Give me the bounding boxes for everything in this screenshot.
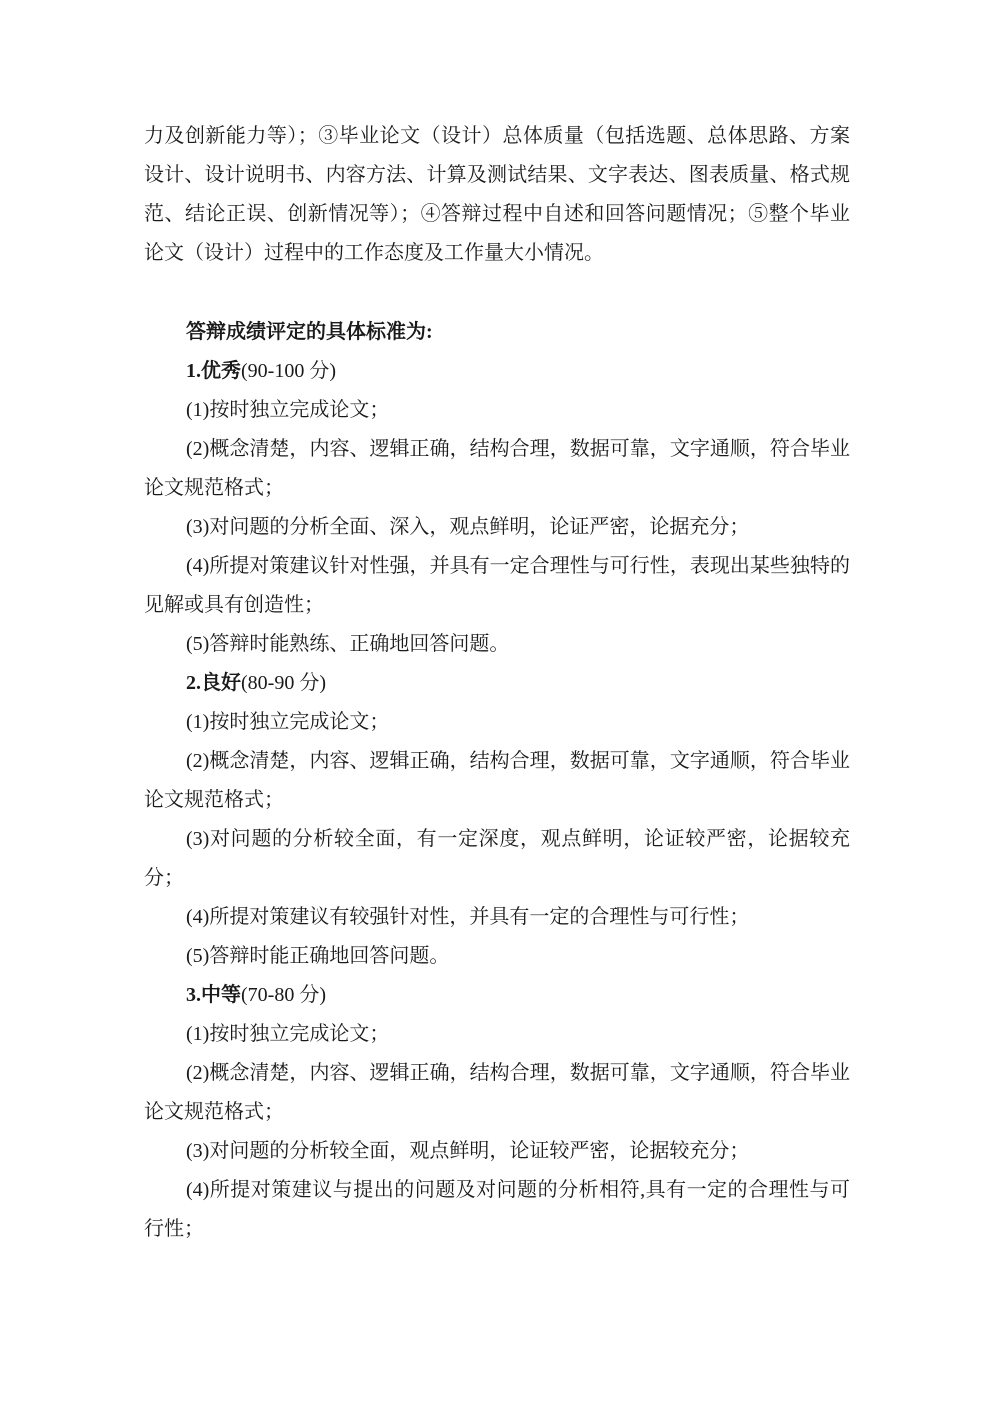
criteria-item: (2)概念清楚，内容、逻辑正确，结构合理，数据可靠，文字通顺，符合毕业论文规范格式； xyxy=(144,438,850,499)
criteria-heading: 答辩成绩评定的具体标准为: xyxy=(186,321,433,343)
criteria-item: (4)所提对策建议针对性强，并具有一定合理性与可行性，表现出某些独特的见解或具有创造性； xyxy=(144,555,850,616)
grade-heading-excellent xyxy=(144,352,850,391)
criteria-item: (3)对问题的分析较全面，观点鲜明，论证较严密，论据较充分； xyxy=(186,1140,750,1162)
score-range: (90-100 分) xyxy=(241,360,336,382)
grade-label: 2.良好 xyxy=(186,672,241,694)
criteria-item: (2)概念清楚，内容、逻辑正确，结构合理，数据可靠，文字通顺，符合毕业论文规范格式； xyxy=(144,1062,850,1123)
grade-label: 1.优秀 xyxy=(186,360,241,382)
criteria-item: (3)对问题的分析较全面，有一定深度，观点鲜明，论证较严密，论据较充分； xyxy=(144,828,850,889)
criteria-item: (2)概念清楚，内容、逻辑正确，结构合理，数据可靠，文字通顺，符合毕业论文规范格式； xyxy=(144,750,850,811)
grade-heading-good xyxy=(144,664,850,703)
blank-line xyxy=(144,273,850,313)
criteria-item: (1)按时独立完成论文； xyxy=(186,399,390,421)
grade-heading-average xyxy=(144,976,850,1015)
criteria-item: (3)对问题的分析全面、深入，观点鲜明，论证严密，论据充分； xyxy=(186,516,750,538)
criteria-item: (5)答辩时能熟练、正确地回答问题。 xyxy=(186,633,510,655)
criteria-item: (5)答辩时能正确地回答问题。 xyxy=(186,945,450,967)
score-range: (80-90 分) xyxy=(241,672,326,694)
criteria-item: (1)按时独立完成论文； xyxy=(186,1023,390,1045)
score-range: (70-80 分) xyxy=(241,984,326,1006)
grade-label: 3.中等 xyxy=(186,984,241,1006)
criteria-item: (4)所提对策建议有较强针对性，并具有一定的合理性与可行性； xyxy=(186,906,750,928)
intro-paragraph: 力及创新能力等）；③毕业论文（设计）总体质量（包括选题、总体思路、方案设计、设计说明书、内容方法、计算及测试结果、文字表达、图表质量、格式规范、结论正误、创新情况等）；④答辩过程中自述和回答问题情况；⑤整个毕业论文（设计）过程中的工作态度及工作量大小情况。 xyxy=(144,125,850,264)
criteria-item: (4)所提对策建议与提出的问题及对问题的分析相符,具有一定的合理性与可行性； xyxy=(144,1179,850,1240)
criteria-item: (1)按时独立完成论文； xyxy=(186,711,390,733)
